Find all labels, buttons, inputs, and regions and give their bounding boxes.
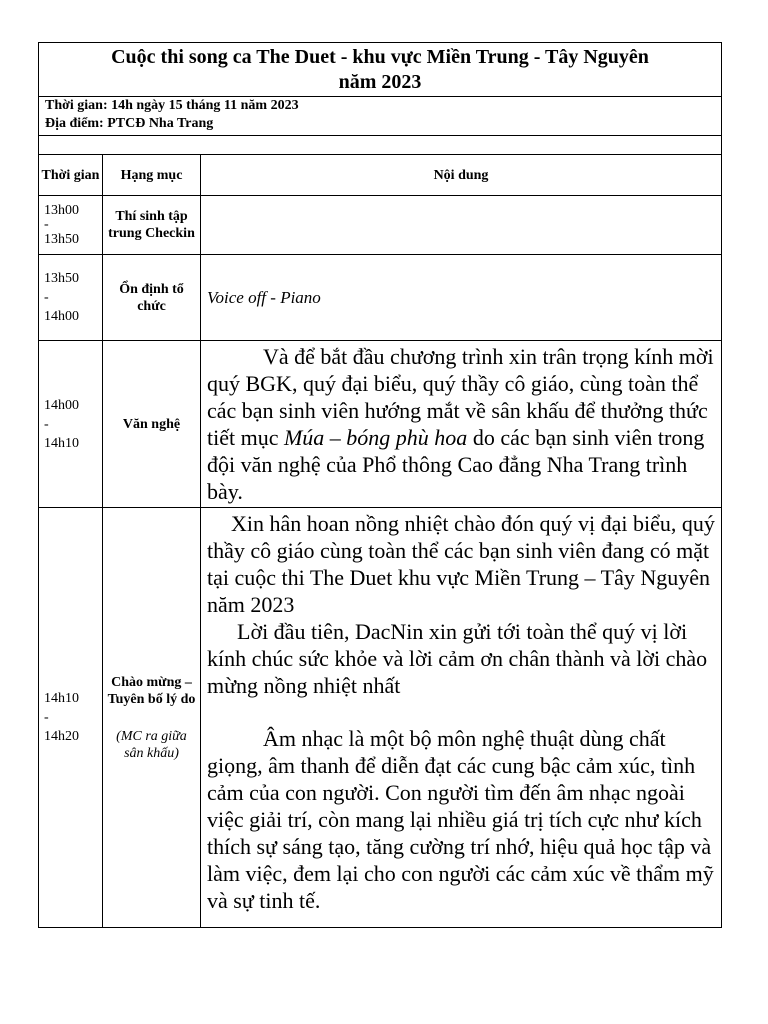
title-line-1: Cuộc thi song ca The Duet - khu vực Miền Trung - Tây Nguyên (111, 45, 649, 68)
blank-row (39, 136, 722, 155)
meta-place: Địa điểm: PTCĐ Nha Trang (45, 116, 214, 131)
content-cell (201, 196, 722, 255)
time-cell (39, 196, 103, 255)
time-dash: - (44, 416, 49, 432)
category-cell (103, 508, 201, 928)
paragraph-text: Âm nhạc là một bộ môn nghệ thuật dùng chất giọng, âm thanh để diễn đạt các cung bậc cảm xúc, tình cảm của con người. Con người tìm đến âm nhạc ngoài việc giải trí, còn mang lại nhiều giá trị tích cực như kích thích sự sáng tạo, tăng cường trí nhớ, hiệu quả học tập và làm việc, đem lại cho con người các cảm xúc về thẩm mỹ và sự tinh tế. (207, 726, 714, 913)
time-start: 13h50 (44, 271, 79, 286)
time-end: 14h10 (44, 435, 79, 451)
header-category: Hạng mục (103, 155, 201, 196)
content-text: Piano (280, 287, 321, 307)
paragraph-text: Lời đầu tiên, DacNin xin gửi tới toàn thể quý vị lời kính chúc sức khỏe và lời cảm ơn chân thành và lời chào mừng nồng nhiệt nhất (207, 619, 708, 698)
table-row (39, 508, 722, 928)
header-content: Nội dung (201, 155, 722, 196)
time-dash: - (44, 290, 49, 305)
time-start: 14h10 (44, 691, 79, 706)
program-table (38, 42, 722, 928)
content-cell (201, 341, 722, 508)
content-paragraph (207, 725, 715, 914)
meta-info (39, 97, 722, 136)
content-paragraph (207, 510, 715, 618)
category-label: Chào mừng – Tuyên bố lý do (107, 674, 196, 707)
content-text: Và để bắt đầu chương trình xin trân trọng kính mời quý BGK, quý đại biểu, quý thầy cô giáo, cùng toàn thể các bạn sinh viên hướng mắt về sân khấu để thưởng thức tiết mục (207, 344, 714, 450)
paragraph-text: Xin hân hoan nồng nhiệt chào đón quý vị đại biểu, quý thầy cô giáo cùng toàn thể các bạn sinh viên đang có mặt tại cuộc thi The Duet khu vực Miền Trung – Tây Nguyên năm 2023 (207, 511, 715, 617)
content-emphasis: Múa – bóng phù hoa (283, 425, 468, 450)
content-text: do các bạn sinh viên trong đội văn nghệ của Phổ thông Cao đẳng Nha Trang trình bày. (207, 425, 705, 504)
content-cell (201, 508, 722, 928)
time-dash: - (44, 217, 49, 232)
content-text: Voice off (207, 287, 267, 307)
program-title (39, 43, 722, 97)
time-start: 14h00 (44, 397, 79, 413)
time-dash: - (44, 710, 49, 725)
table-row (39, 341, 722, 508)
time-end: 13h50 (44, 232, 79, 247)
table-row (39, 196, 722, 255)
time-end: 14h20 (44, 729, 79, 744)
category-note: (MC ra giữa sân khấu) (116, 728, 187, 761)
content-paragraph (207, 618, 715, 699)
content-separator: - (266, 287, 281, 307)
time-cell (39, 341, 103, 508)
time-start: 13h00 (44, 203, 79, 218)
time-end: 14h00 (44, 309, 79, 324)
time-cell (39, 508, 103, 928)
category-cell: Thí sinh tập trung Checkin (103, 196, 201, 255)
table-row (39, 255, 722, 341)
meta-time: Thời gian: 14h ngày 15 tháng 11 năm 2023 (45, 98, 299, 113)
time-cell (39, 255, 103, 341)
title-line-2: năm 2023 (338, 70, 422, 93)
content-cell (201, 255, 722, 341)
category-cell: Ổn định tổ chức (103, 255, 201, 341)
category-cell: Văn nghệ (103, 341, 201, 508)
header-time: Thời gian (39, 155, 103, 196)
